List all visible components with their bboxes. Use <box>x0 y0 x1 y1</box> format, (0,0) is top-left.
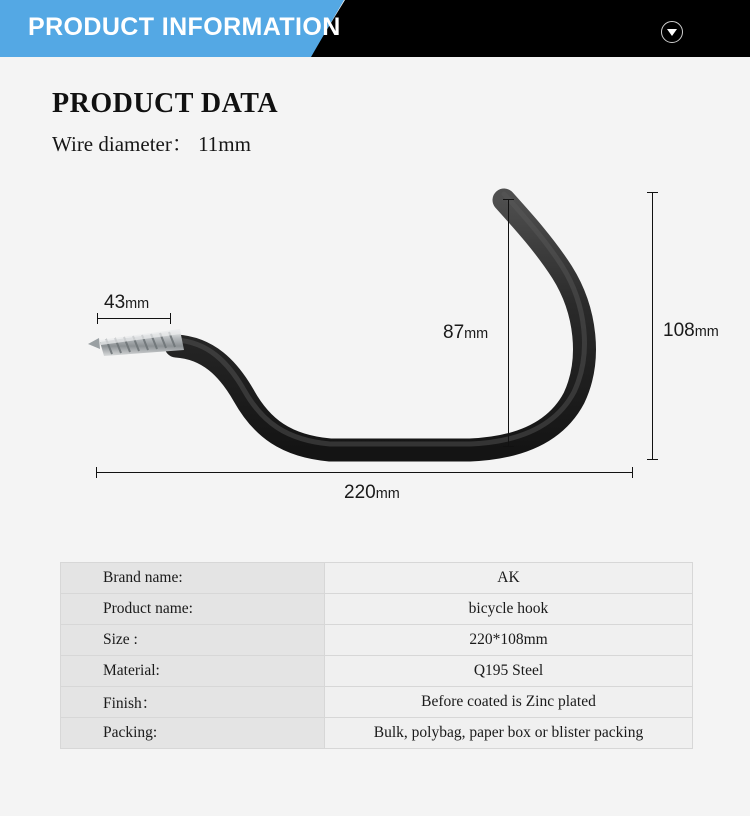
dimension-tick <box>647 192 658 193</box>
spec-key: Product name: <box>61 594 325 625</box>
spec-key: Brand name: <box>61 563 325 594</box>
spec-value: AK <box>325 563 693 594</box>
wire-diameter-text: Wire diameter： 11mm <box>52 132 251 156</box>
spec-value: Bulk, polybag, paper box or blister packing <box>325 718 693 749</box>
spec-key: Finish： <box>61 687 325 718</box>
dimension-tick <box>503 446 514 447</box>
dimension-line <box>96 472 633 473</box>
chevron-down-glyph <box>667 29 677 36</box>
table-row <box>61 656 693 687</box>
dimension-line <box>652 192 653 460</box>
specification-table-body <box>61 563 693 749</box>
dimension-line <box>508 199 509 447</box>
dimension-line <box>97 318 171 319</box>
table-row <box>61 625 693 656</box>
banner-title: PRODUCT INFORMATION <box>28 13 341 41</box>
chevron-down-icon[interactable] <box>661 21 683 43</box>
spec-value: bicycle hook <box>325 594 693 625</box>
table-row <box>61 718 693 749</box>
spec-value: Q195 Steel <box>325 656 693 687</box>
spec-value: 220*108mm <box>325 625 693 656</box>
spec-key: Material: <box>61 656 325 687</box>
dimension-tick <box>97 313 98 324</box>
spec-key: Size : <box>61 625 325 656</box>
dimension-tick <box>503 199 514 200</box>
bicycle-hook-drawing <box>0 160 750 520</box>
page-banner <box>0 0 750 57</box>
spec-value: Before coated is Zinc plated <box>325 687 693 718</box>
hook-body <box>176 200 584 450</box>
page-title: PRODUCT DATA <box>52 88 279 119</box>
table-row <box>61 563 693 594</box>
dimension-tick <box>647 459 658 460</box>
specification-table <box>60 562 693 749</box>
dimension-tick <box>170 313 171 324</box>
dimension-tick <box>96 467 97 478</box>
spec-key: Packing: <box>61 718 325 749</box>
product-image <box>0 160 750 520</box>
table-row <box>61 594 693 625</box>
dimension-tick <box>632 467 633 478</box>
table-row <box>61 687 693 718</box>
